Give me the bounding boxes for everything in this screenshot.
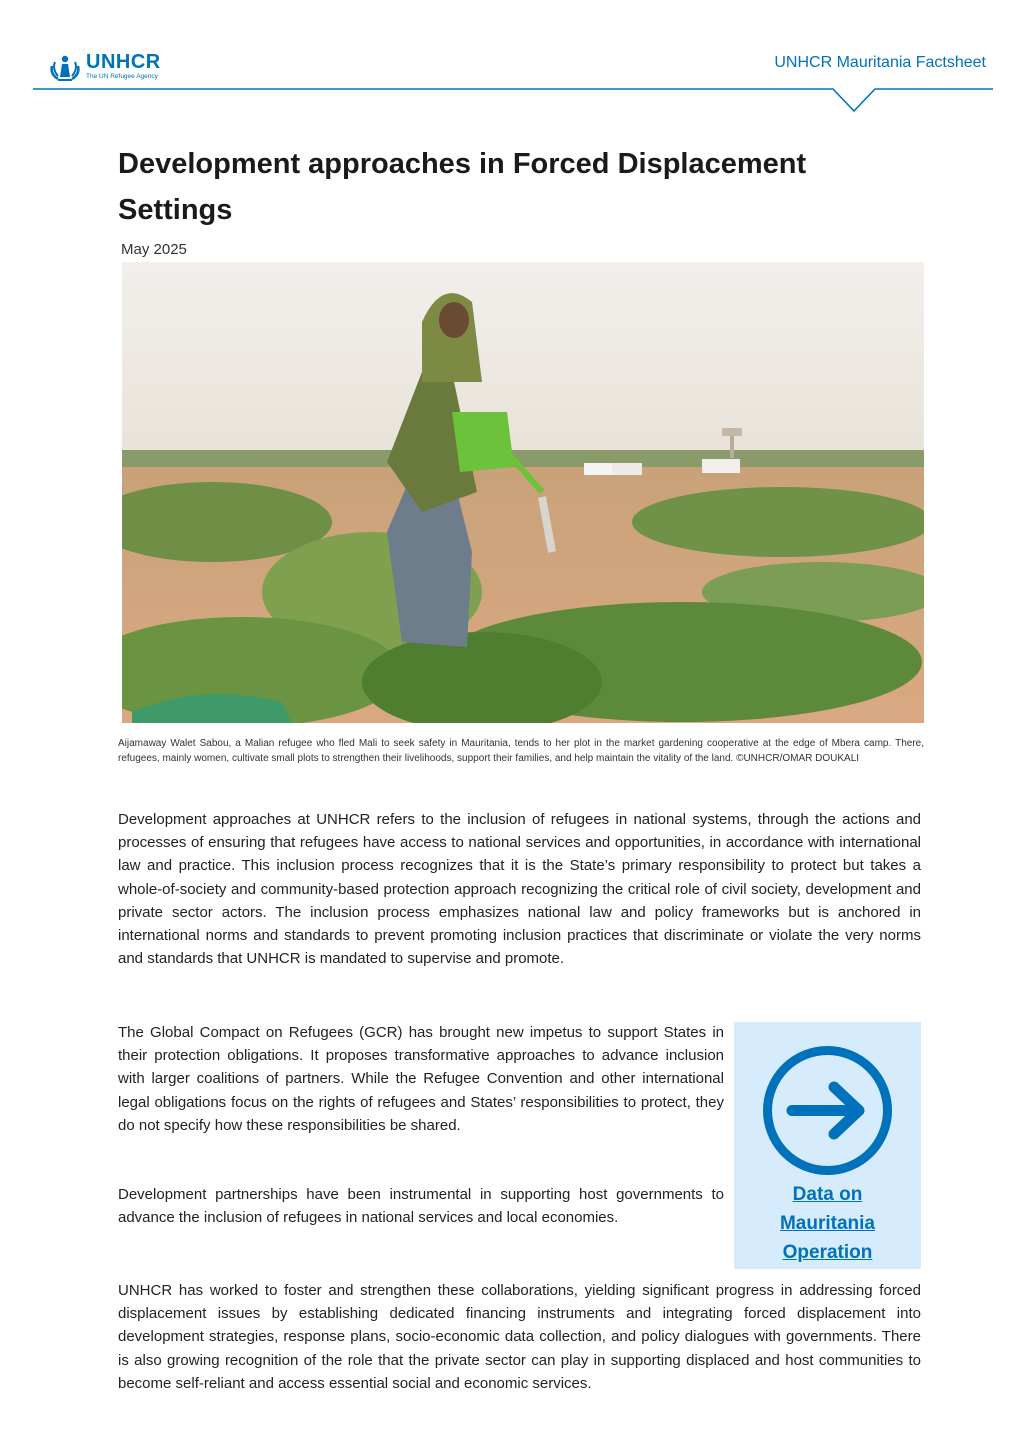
logo-name: UNHCR [86, 51, 161, 73]
body-paragraph-3: Development partnerships have been instrumental in supporting host governments to advance the inclusion of refugees in national services and local economies. [118, 1186, 724, 1227]
publication-date: May 2025 [121, 241, 187, 258]
data-on-mauritania-link[interactable] [734, 1180, 921, 1267]
link-line-2[interactable]: Mauritania [779, 1213, 876, 1234]
link-line-3[interactable]: Operation [782, 1242, 873, 1263]
photo-caption: Aijamaway Walet Sabou, a Malian refugee who fled Mali to seek safety in Mauritania, tends to her plot in the market gardening cooperative at the edge of Mbera camp. There, refugees, mainly women, cultivate small plots to strengthen their livelihoods, support their families, and help maintain the vitality of the land. ©UNHCR/OMAR DOUKALI [118, 738, 924, 764]
logo-tagline: The UN Refugee Agency [86, 73, 158, 80]
body-paragraph-4: UNHCR has worked to foster and strengthen these collaborations, yielding significant progress in addressing forced displacement issues by establishing dedicated financing instruments and integrating forced displacement into development strategies, response plans, socio-economic data collection, and policy dialogues with governments. There is also growing recognition of the role that the private sector can play in supporting displaced and host communities to become self-reliant and access essential social and economic services. [118, 1282, 921, 1392]
link-line-1[interactable]: Data on [792, 1184, 863, 1205]
data-link-box[interactable] [734, 1022, 921, 1269]
body-paragraph-1: Development approaches at UNHCR refers to the inclusion of refugees in national systems, through the actions and processes of ensuring that refugees have access to national services and opportunities, in accordance with international law and practice. This inclusion process recognizes that it is the State’s primary responsibility to protect but takes a whole-of-society and community-based protection approach recognizing the critical role of civil society, development and private sector actors. The inclusion process emphasizes national law and policy frameworks but is anchored in international norms and standards to prevent promoting inclusion practices that discriminate or violate the very norms and standards that UNHCR is mandated to supervise and promote. [118, 811, 921, 968]
body-paragraph-2: The Global Compact on Refugees (GCR) has brought new impetus to support States in their protection obligations. It proposes transformative approaches to advance inclusion with larger coalitions of partners. While the Refugee Convention and other international legal obligations focus on the rights of refugees and States’ responsibilities to protect, they do not specify how these responsibilities be shared. [118, 1024, 724, 1134]
arrow-right-circle-icon[interactable] [762, 1045, 893, 1176]
unhcr-emblem-icon [48, 52, 82, 82]
page-title: Development approaches in Forced Displacement Settings [118, 148, 807, 226]
header-divider [33, 84, 993, 114]
factsheet-title: UNHCR Mauritania Factsheet [774, 54, 986, 71]
unhcr-logo [48, 52, 161, 82]
cover-photo [122, 262, 924, 723]
